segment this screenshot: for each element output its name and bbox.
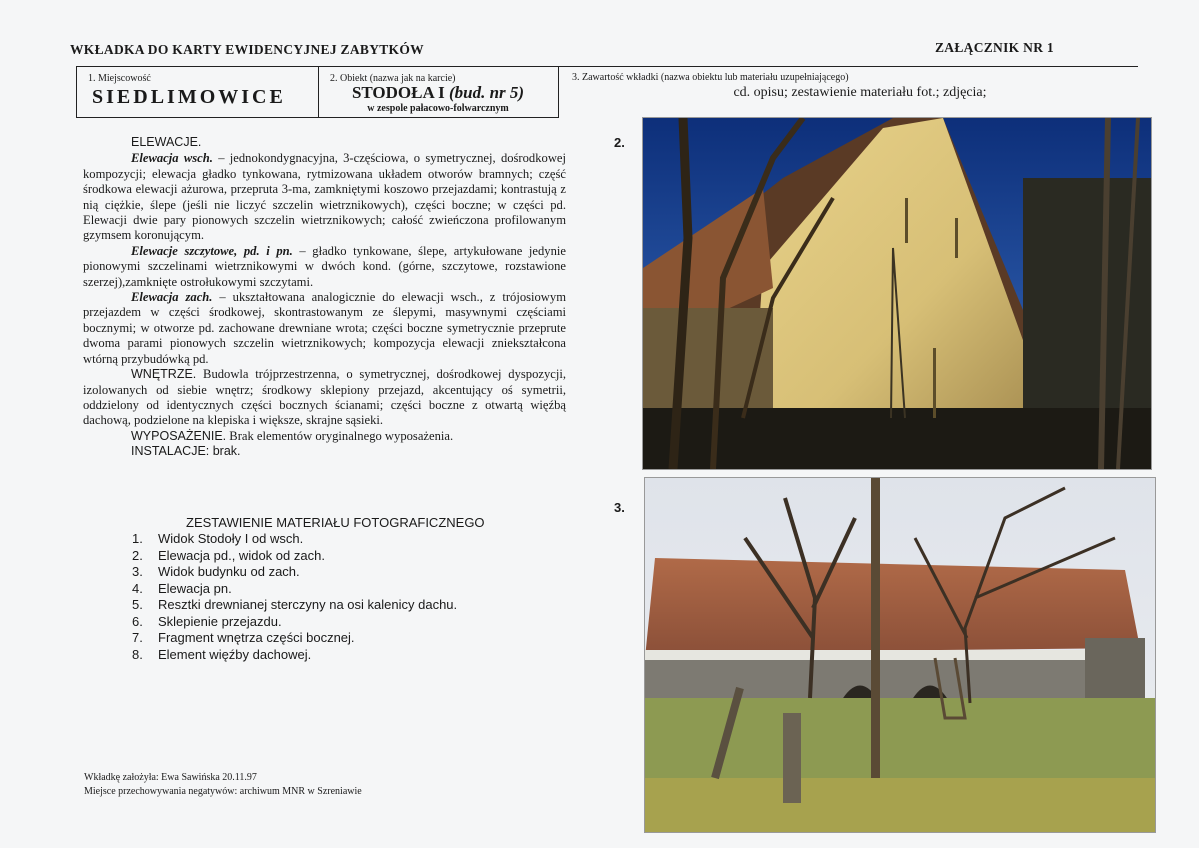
- west-elevation-paragraph: [83, 290, 566, 367]
- east-elevation-label: Elewacja wsch.: [131, 151, 213, 166]
- photo-list: [132, 531, 457, 663]
- header-divider-2: [558, 66, 559, 118]
- gable-elevations-text: – gładko tynkowane, ślepe, artykułowane jedynie pionowymi szczelinami wietrznikowymi w dwóch kond. (górne, szczytowe, rozstawione szerzej),zamknięte ostrołukowymi szczytami.: [83, 243, 566, 289]
- list-item: 4. Elewacja pn.: [132, 580, 232, 596]
- east-elevation-paragraph: [83, 151, 566, 243]
- installations-line: INSTALACJE: brak.: [131, 444, 241, 459]
- header-top-rule: [76, 66, 1138, 67]
- content-label: 3. Zawartość wkładki (nazwa obiektu lub materiału uzupełniającego): [572, 72, 849, 83]
- photo-2-number: 2.: [614, 135, 625, 150]
- list-item: 6. Sklepienie przejazdu.: [132, 613, 282, 629]
- gable-elevations-paragraph: [83, 244, 566, 290]
- west-elevation-text: – ukształtowana analogicznie do elewacji wsch., z trójosiowym przejazdem w części środkowej, skontrastowanym ze ślepymi, masywnymi częściami bocznymi; w otworze pd. zachowane drewniane wrota; części boczne symetrycznie przeprute dwoma parami pionowych szczelin wietrznikowych; kompozycja elewacji zniekształcona wtórną przybudówką pd.: [83, 290, 566, 366]
- object-value: [320, 83, 556, 103]
- elevations-heading: ELEWACJE.: [131, 135, 202, 149]
- footer-author: Wkładkę założyła: Ewa Sawińska 20.11.97: [84, 772, 257, 783]
- header-left-border: [76, 66, 77, 118]
- header-bottom-rule: [76, 117, 558, 118]
- content-value: cd. opisu; zestawienie materiału fot.; zdjęcia;: [733, 85, 987, 100]
- east-elevation-text: – jednokondygnacyjna, 3-częściowa, o symetrycznej, dośrodkowej kompozycji; elewacja gładko tynkowana, rytmizowana układem otworów bramnych; część środkowa elewacji ażurowa, przepruta 3-ma, zamkniętymi koszowo przejazdami; kontrastują z nią ciężkie, ślepe (jeśli nie liczyć szczelin wietrznikowych), części boczne; w części pd. Elewacji dwie pary pionowych szczelin wietrznikowych; całość zwieńczona profilowanym gzymsem koronującym.: [83, 151, 567, 243]
- object-label: 2. Obiekt (nazwa jak na karcie): [330, 73, 456, 84]
- photo-list-title: ZESTAWIENIE MATERIAŁU FOTOGRAFICZNEGO: [186, 515, 485, 530]
- description-block: [83, 135, 566, 460]
- list-item: 2. Elewacja pd., widok od zach.: [132, 547, 325, 563]
- west-elevation-label: Elewacja zach.: [131, 290, 213, 305]
- interior-text: Budowla trójprzestrzenna, o symetrycznej, dośrodkowej dyspozycji, izolowanych od siebie wnętrz; środkowy sklepiony przejazd, akcentujący oś symetrii, oddzielony od identycznych części bocznych ścianami; części boczne z otwartą więźbą dachową, podzielone na klepiska i większe, skrajne sąsieki.: [83, 367, 566, 428]
- footer-storage: Miejsce przechowywania negatywów: archiwum MNR w Szreniawie: [84, 786, 362, 797]
- equipment-label: WYPOSAŻENIE.: [131, 428, 227, 443]
- equipment-paragraph: [83, 429, 566, 444]
- list-item: 5. Resztki drewnianej sterczyny na osi kalenicy dachu.: [132, 597, 458, 612]
- place-value: SIEDLIMOWICE: [92, 86, 286, 108]
- header-divider-1: [318, 66, 319, 118]
- photo-barn-gable: [642, 117, 1152, 470]
- attachment-number: ZAŁĄCZNIK NR 1: [935, 40, 1054, 55]
- photo-barn-west-image: [645, 478, 1155, 832]
- object-value-main: STODOŁA I: [351, 83, 449, 102]
- list-item: 7. Fragment wnętrza części bocznej.: [132, 630, 355, 645]
- interior-label: WNĘTRZE.: [131, 367, 197, 382]
- equipment-text: Brak elementów oryginalnego wyposażenia.: [226, 428, 454, 443]
- object-value-italic: (bud. nr 5): [448, 83, 525, 102]
- list-item: 8. Element więźby dachowej.: [132, 646, 312, 662]
- photo-barn-gable-image: [643, 118, 1151, 469]
- interior-paragraph: [83, 367, 566, 429]
- place-label: 1. Miejscowość: [88, 73, 151, 84]
- list-item: 1. Widok Stodoły I od wsch.: [132, 531, 304, 546]
- photo-barn-west: [644, 477, 1156, 833]
- document-title: WKŁADKA DO KARTY EWIDENCYJNEJ ZABYTKÓW: [70, 42, 424, 57]
- gable-elevations-label: Elewacje szczytowe, pd. i pn.: [131, 243, 293, 258]
- object-subtitle: w zespole pałacowo-folwarcznym: [367, 103, 509, 114]
- photo-3-number: 3.: [614, 500, 625, 515]
- list-item: 3. Widok budynku od zach.: [132, 564, 300, 579]
